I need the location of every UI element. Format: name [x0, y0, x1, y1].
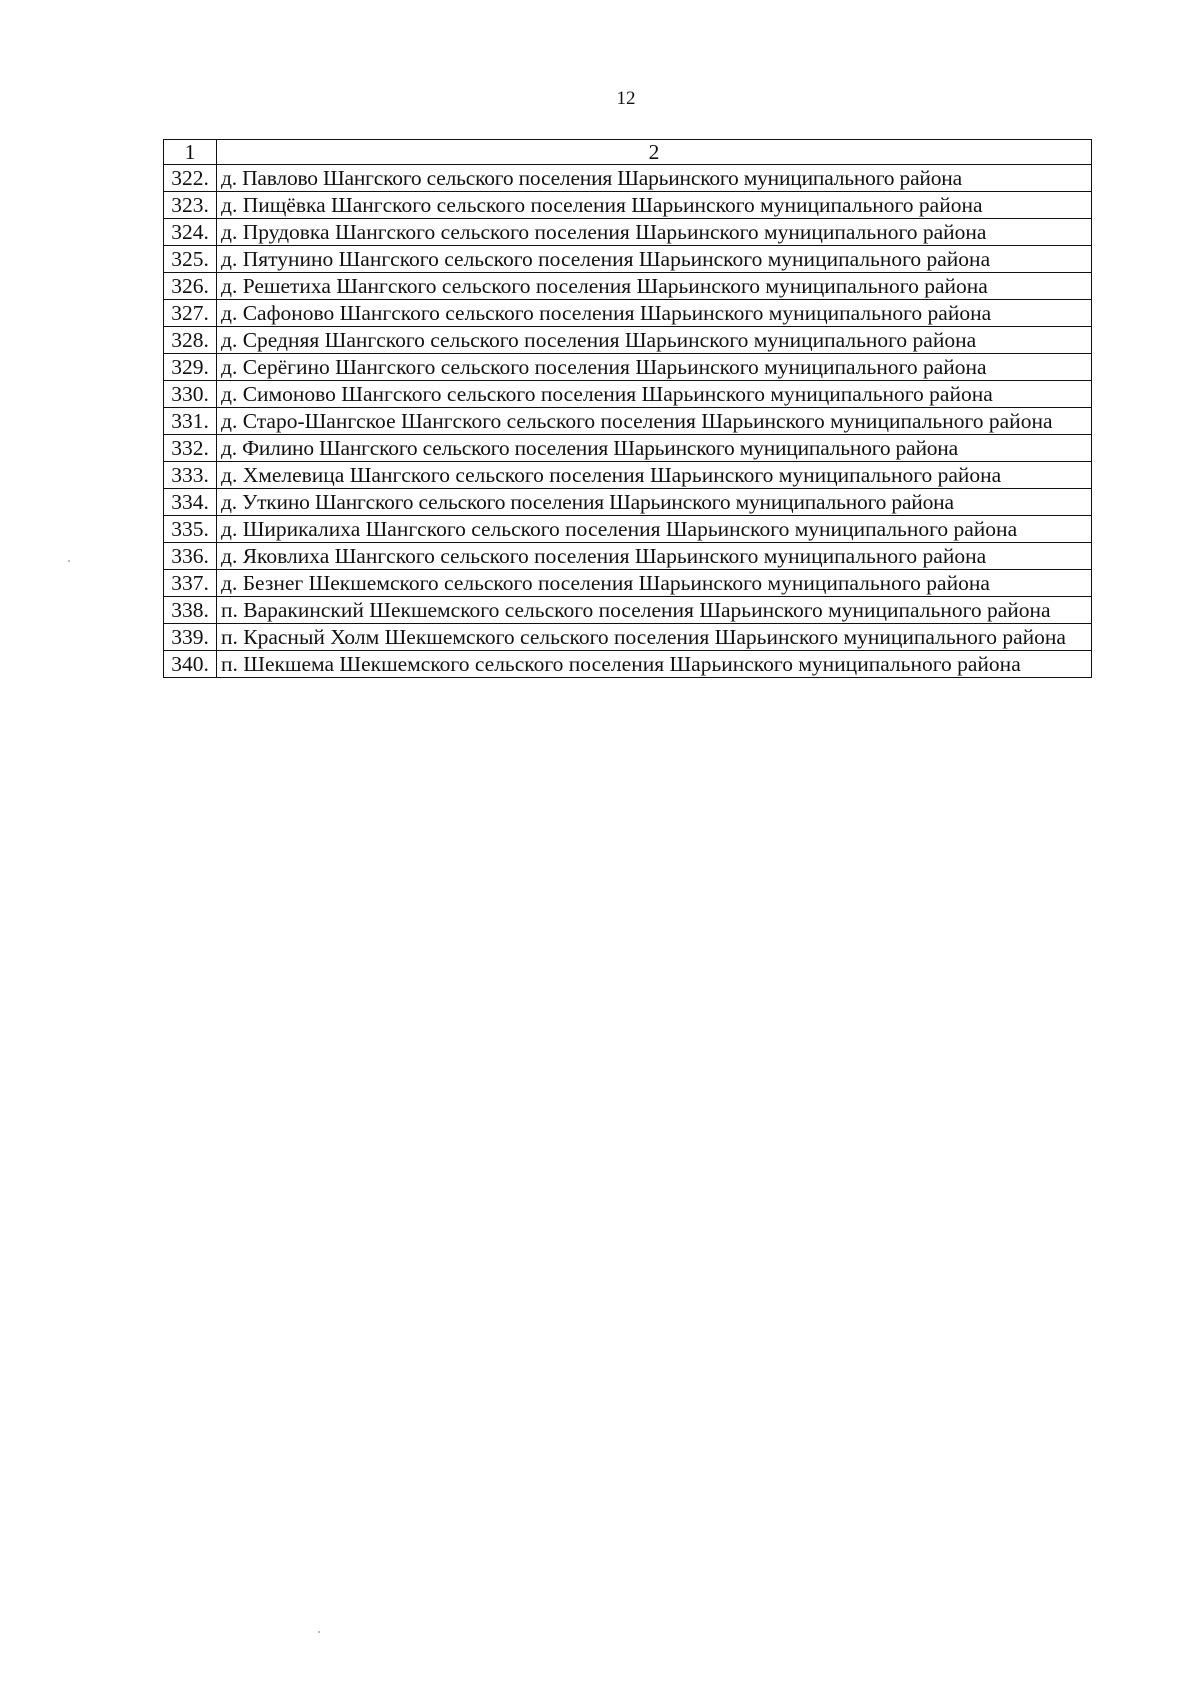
table-row: [164, 246, 1092, 273]
scan-speck: [68, 560, 70, 562]
row-number: 333.: [164, 462, 217, 489]
table-row: [164, 300, 1092, 327]
row-number: 330.: [164, 381, 217, 408]
row-number: 332.: [164, 435, 217, 462]
table-row: [164, 462, 1092, 489]
table-body: [164, 140, 1092, 678]
settlement-name: д. Средняя Шангского сельского поселения Шарьинского муниципального района: [217, 327, 1092, 354]
table-row: [164, 651, 1092, 678]
settlement-name: д. Старо-Шангское Шангского сельского поселения Шарьинского муниципального района: [217, 408, 1092, 435]
table-row: [164, 165, 1092, 192]
settlement-name: д. Ширикалиха Шангского сельского поселения Шарьинского муниципального района: [217, 516, 1092, 543]
settlement-name: п. Красный Холм Шекшемского сельского поселения Шарьинского муниципального района: [217, 624, 1092, 651]
table-row: [164, 408, 1092, 435]
settlement-name: д. Решетиха Шангского сельского поселения Шарьинского муниципального района: [217, 273, 1092, 300]
row-number: 331.: [164, 408, 217, 435]
settlement-name: д. Филино Шангского сельского поселения Шарьинского муниципального района: [217, 435, 1092, 462]
table-row: [164, 435, 1092, 462]
settlement-name: п. Шекшема Шекшемского сельского поселения Шарьинского муниципального района: [217, 651, 1092, 678]
table-row: [164, 543, 1092, 570]
settlement-name: д. Симоново Шангского сельского поселения Шарьинского муниципального района: [217, 381, 1092, 408]
settlement-name: д. Хмелевица Шангского сельского поселения Шарьинского муниципального района: [217, 462, 1092, 489]
header-col-2: 2: [217, 140, 1092, 165]
row-number: 329.: [164, 354, 217, 381]
page-number: 12: [616, 88, 636, 109]
settlement-name: п. Варакинский Шекшемского сельского поселения Шарьинского муниципального района: [217, 597, 1092, 624]
table-row: [164, 516, 1092, 543]
row-number: 323.: [164, 192, 217, 219]
table-row: [164, 570, 1092, 597]
row-number: 322.: [164, 165, 217, 192]
row-number: 326.: [164, 273, 217, 300]
row-number: 340.: [164, 651, 217, 678]
table-row: [164, 273, 1092, 300]
settlement-name: д. Пятунино Шангского сельского поселения Шарьинского муниципального района: [217, 246, 1092, 273]
row-number: 339.: [164, 624, 217, 651]
table-row: [164, 489, 1092, 516]
settlement-name: д. Прудовка Шангского сельского поселения Шарьинского муниципального района: [217, 219, 1092, 246]
settlement-name: д. Безнег Шекшемского сельского поселения Шарьинского муниципального района: [217, 570, 1092, 597]
row-number: 335.: [164, 516, 217, 543]
row-number: 334.: [164, 489, 217, 516]
settlement-name: д. Уткино Шангского сельского поселения Шарьинского муниципального района: [217, 489, 1092, 516]
table-header-row: [164, 140, 1092, 165]
table-row: [164, 219, 1092, 246]
row-number: 336.: [164, 543, 217, 570]
header-col-1: 1: [164, 140, 217, 165]
settlement-name: д. Серёгино Шангского сельского поселения Шарьинского муниципального района: [217, 354, 1092, 381]
row-number: 327.: [164, 300, 217, 327]
settlement-name: д. Павлово Шангского сельского поселения Шарьинского муниципального района: [217, 165, 1092, 192]
row-number: 324.: [164, 219, 217, 246]
table-row: [164, 597, 1092, 624]
settlements-table: [163, 139, 1092, 678]
table-row: [164, 192, 1092, 219]
settlement-name: д. Сафоново Шангского сельского поселения Шарьинского муниципального района: [217, 300, 1092, 327]
table-row: [164, 354, 1092, 381]
row-number: 325.: [164, 246, 217, 273]
scan-speck: [318, 1631, 320, 1633]
table-row: [164, 624, 1092, 651]
table-row: [164, 327, 1092, 354]
row-number: 338.: [164, 597, 217, 624]
settlement-name: д. Пищёвка Шангского сельского поселения Шарьинского муниципального района: [217, 192, 1092, 219]
table-row: [164, 381, 1092, 408]
row-number: 337.: [164, 570, 217, 597]
settlement-name: д. Яковлиха Шангского сельского поселения Шарьинского муниципального района: [217, 543, 1092, 570]
row-number: 328.: [164, 327, 217, 354]
